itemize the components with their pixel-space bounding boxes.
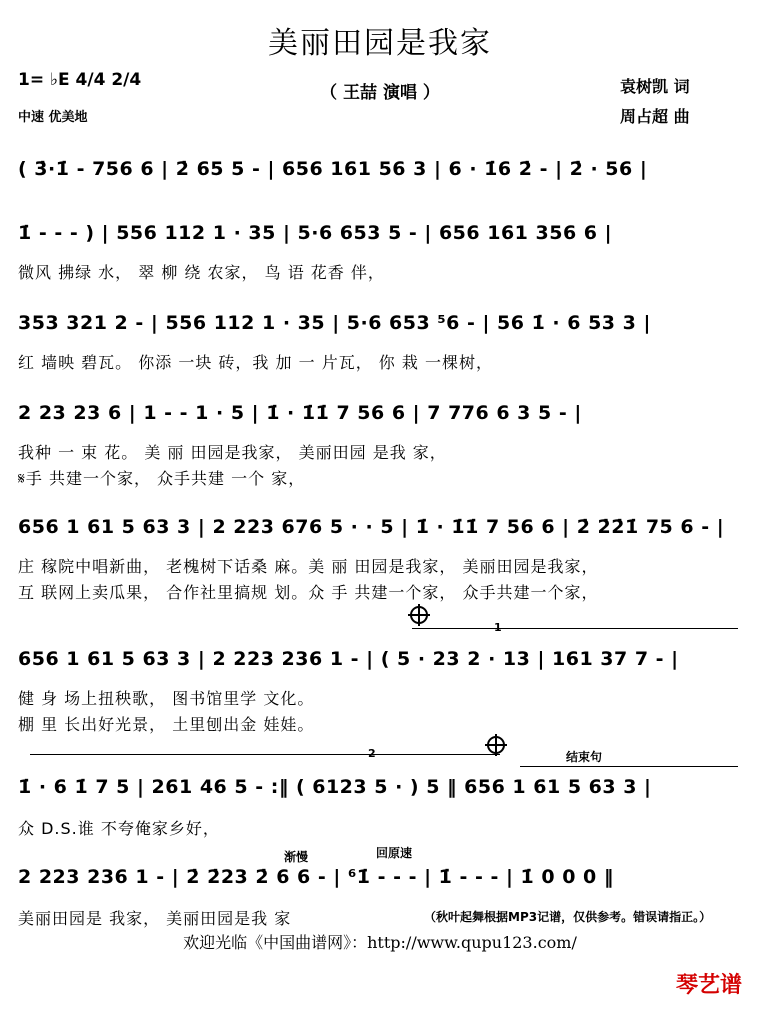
composer-credit: 周占超 曲: [620, 107, 690, 126]
lyricist-credit: 袁树凯 词: [620, 77, 690, 96]
score-line-5: 656 1 61 5 63 3 | 2 223 676 5 · · 5 | 1̇ · 1̇1̇ 7 56 6 | 2̇ 2̇2̇1̇ 75 6 - |: [18, 516, 725, 538]
song-title: 美丽田园是我家: [268, 26, 492, 61]
ending-label: 结束句: [566, 750, 603, 764]
score-line-8: 2 223 236 1 - | 2̇ 2̇23 2̇ 6 6 - | ⁶1̇ - - - | 1̇ - - - | 1̇ 0 0 0 ‖: [18, 866, 614, 888]
slowing-label: 渐慢: [284, 850, 309, 864]
coda-icon: [410, 606, 428, 624]
score-line-7: 1̇ · 6 1̇ 7 5 | 261 46 5 - :‖ ( 6123 5 · ) 5 ‖ 656 1 61 5 63 3 |: [18, 776, 652, 798]
volta-bracket-2: [30, 754, 500, 755]
lyric-line-5a: 庄 稼院中唱新曲， 老槐树下话桑 麻。美 丽 田园是我家， 美丽田园是我家，: [18, 557, 599, 576]
lyric-line-5b: 互 联网上卖瓜果， 合作社里搞规 划。众 手 共建一个家， 众手共建一个家，: [18, 583, 599, 602]
score-line-2: 1̇ - - - ) | 556 112 1 · 35 | 5·6 653 5 - | 656 161 356 6 |: [18, 222, 613, 244]
ending-bracket: [520, 766, 738, 767]
lyric-line-8: 美丽田园是 我家， 美丽田园是我 家: [18, 909, 292, 928]
volta-2-label: 2: [368, 747, 376, 760]
score-line-6: 656 1 61 5 63 3 | 2 223 236 1 - | ( 5 · 23 2 · 13 | 161 37 7 - |: [18, 648, 679, 670]
lyric-line-2: 微风 拂绿 水， 翠 柳 绕 农家， 鸟 语 花香 伴，: [18, 263, 385, 282]
score-line-4: 2 23 23 6 | 1 - - 1 · 5 | 1̇ · 1̇1̇ 7 56 6 | 7 776 6 3 5 - |: [18, 402, 582, 424]
singer-credit: （ 王喆 演唱 ）: [320, 83, 440, 103]
lyric-line-3: 红 墙映 碧瓦。 你添 一块 砖，我 加 一 片瓦， 你 栽 一棵树，: [18, 353, 493, 372]
lyric-line-6b: 棚 里 长出好光景， 土里刨出金 娃娃。: [18, 715, 315, 734]
a-tempo-label: 回原速: [376, 846, 413, 860]
volta-bracket-1: [412, 628, 738, 629]
transcription-note: （秋叶起舞根据MP3记谱，仅供参考。错误请指正。）: [424, 910, 712, 924]
score-line-1: ( 3̇·1̇ - 756 6 | 2̇ 65 5 - | 656 161 56 3 | 6 · 1̇6 2̇ - | 2̇ · 56 |: [18, 158, 648, 180]
volta-1-label: 1: [494, 621, 502, 634]
lyric-line-6a: 健 身 场上扭秧歌， 图书馆里学 文化。: [18, 689, 315, 708]
brand-logo: 琴艺谱: [675, 973, 742, 998]
lyric-line-4b: 𝄋手 共建一个家， 众手共建 一个 家，: [18, 469, 306, 488]
lyric-line-7: 众 D.S.谁 不夸俺家乡好，: [18, 819, 220, 838]
key-signature: 1= ♭E 4/4 2/4: [18, 70, 142, 90]
site-footer: 欢迎光临《中国曲谱网》：http://www.qupu123.com/: [183, 933, 577, 952]
score-line-3: 353 321 2 - | 556 112 1 · 35 | 5·6 653 ⁵6 - | 56 1̇ · 6 53 3 |: [18, 312, 651, 334]
coda-icon-2: [487, 736, 505, 754]
tempo-marking: 中速 优美地: [18, 110, 88, 125]
lyric-line-4a: 我种 一 束 花。 美 丽 田园是我家， 美丽田园 是我 家，: [18, 443, 447, 462]
